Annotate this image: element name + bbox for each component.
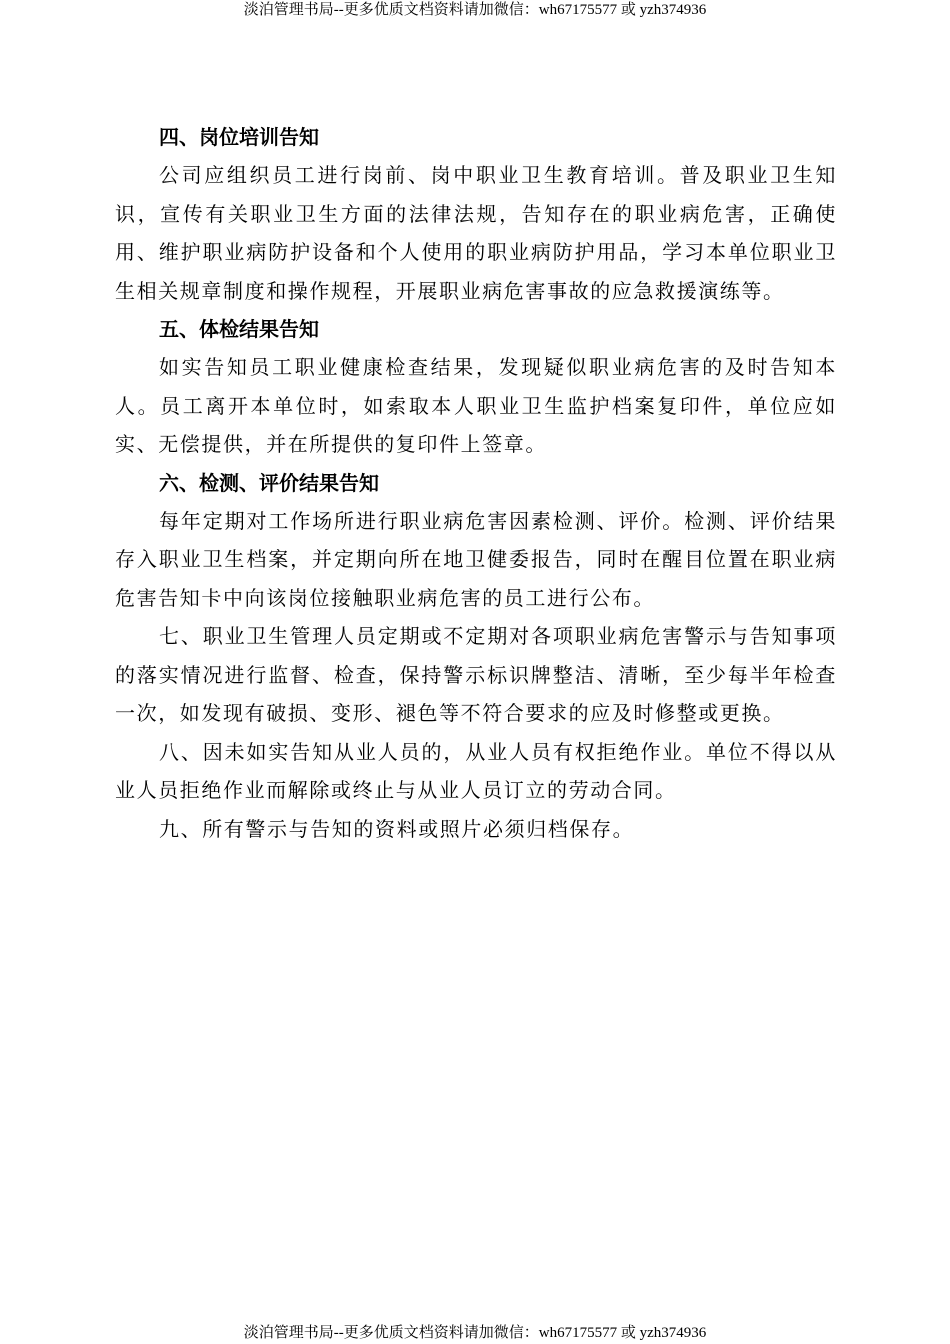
- section-paragraph: 公司应组织员工进行岗前、岗中职业卫生教育培训。普及职业卫生知识，宣传有关职业卫生方面的法律法规，告知存在的职业病危害，正确使用、维护职业病防护设备和个人使用的职业病防护用品，学习本单位职业卫生相关规章制度和操作规程，开展职业病危害事故的应急救援演练等。: [115, 163, 837, 303]
- paragraph-item-8: 八、因未如实告知从业人员的，从业人员有权拒绝作业。单位不得以从业人员拒绝作业而解除或终止与从业人员订立的劳动合同。: [115, 739, 837, 802]
- section-job-training: [115, 118, 837, 310]
- section-paragraph: 如实告知员工职业健康检查结果，发现疑似职业病危害的及时告知本人。员工离开本单位时，如索取本人职业卫生监护档案复印件，单位应如实、无偿提供，并在所提供的复印件上签章。: [115, 355, 837, 456]
- section-heading: 五、体检结果告知: [159, 317, 319, 341]
- page-footer: 淡泊管理书局--更多优质文档资料请加微信：wh67175577 或 yzh374936: [243, 1325, 707, 1341]
- paragraph-item-7: 七、职业卫生管理人员定期或不定期对各项职业病危害警示与告知事项的落实情况进行监督、检查，保持警示标识牌整洁、清晰，至少每半年检查一次，如发现有破损、变形、褪色等不符合要求的应及时修整或更换。: [115, 624, 837, 725]
- document-body: [115, 118, 837, 848]
- section-paragraph: 每年定期对工作场所进行职业病危害因素检测、评价。检测、评价结果存入职业卫生档案，并定期向所在地卫健委报告，同时在醒目位置在职业病危害告知卡中向该岗位接触职业病危害的员工进行公布。: [115, 508, 837, 610]
- paragraph-item-9: 九、所有警示与告知的资料或照片必须归档保存。: [159, 816, 635, 841]
- section-checkup-results: [115, 310, 837, 464]
- page-header: 淡泊管理书局--更多优质文档资料请加微信：wh67175577 或 yzh374936: [243, 2, 707, 18]
- section-heading: 六、检测、评价结果告知: [159, 470, 379, 495]
- section-testing-results: [115, 464, 837, 618]
- section-heading: 四、岗位培训告知: [159, 125, 319, 149]
